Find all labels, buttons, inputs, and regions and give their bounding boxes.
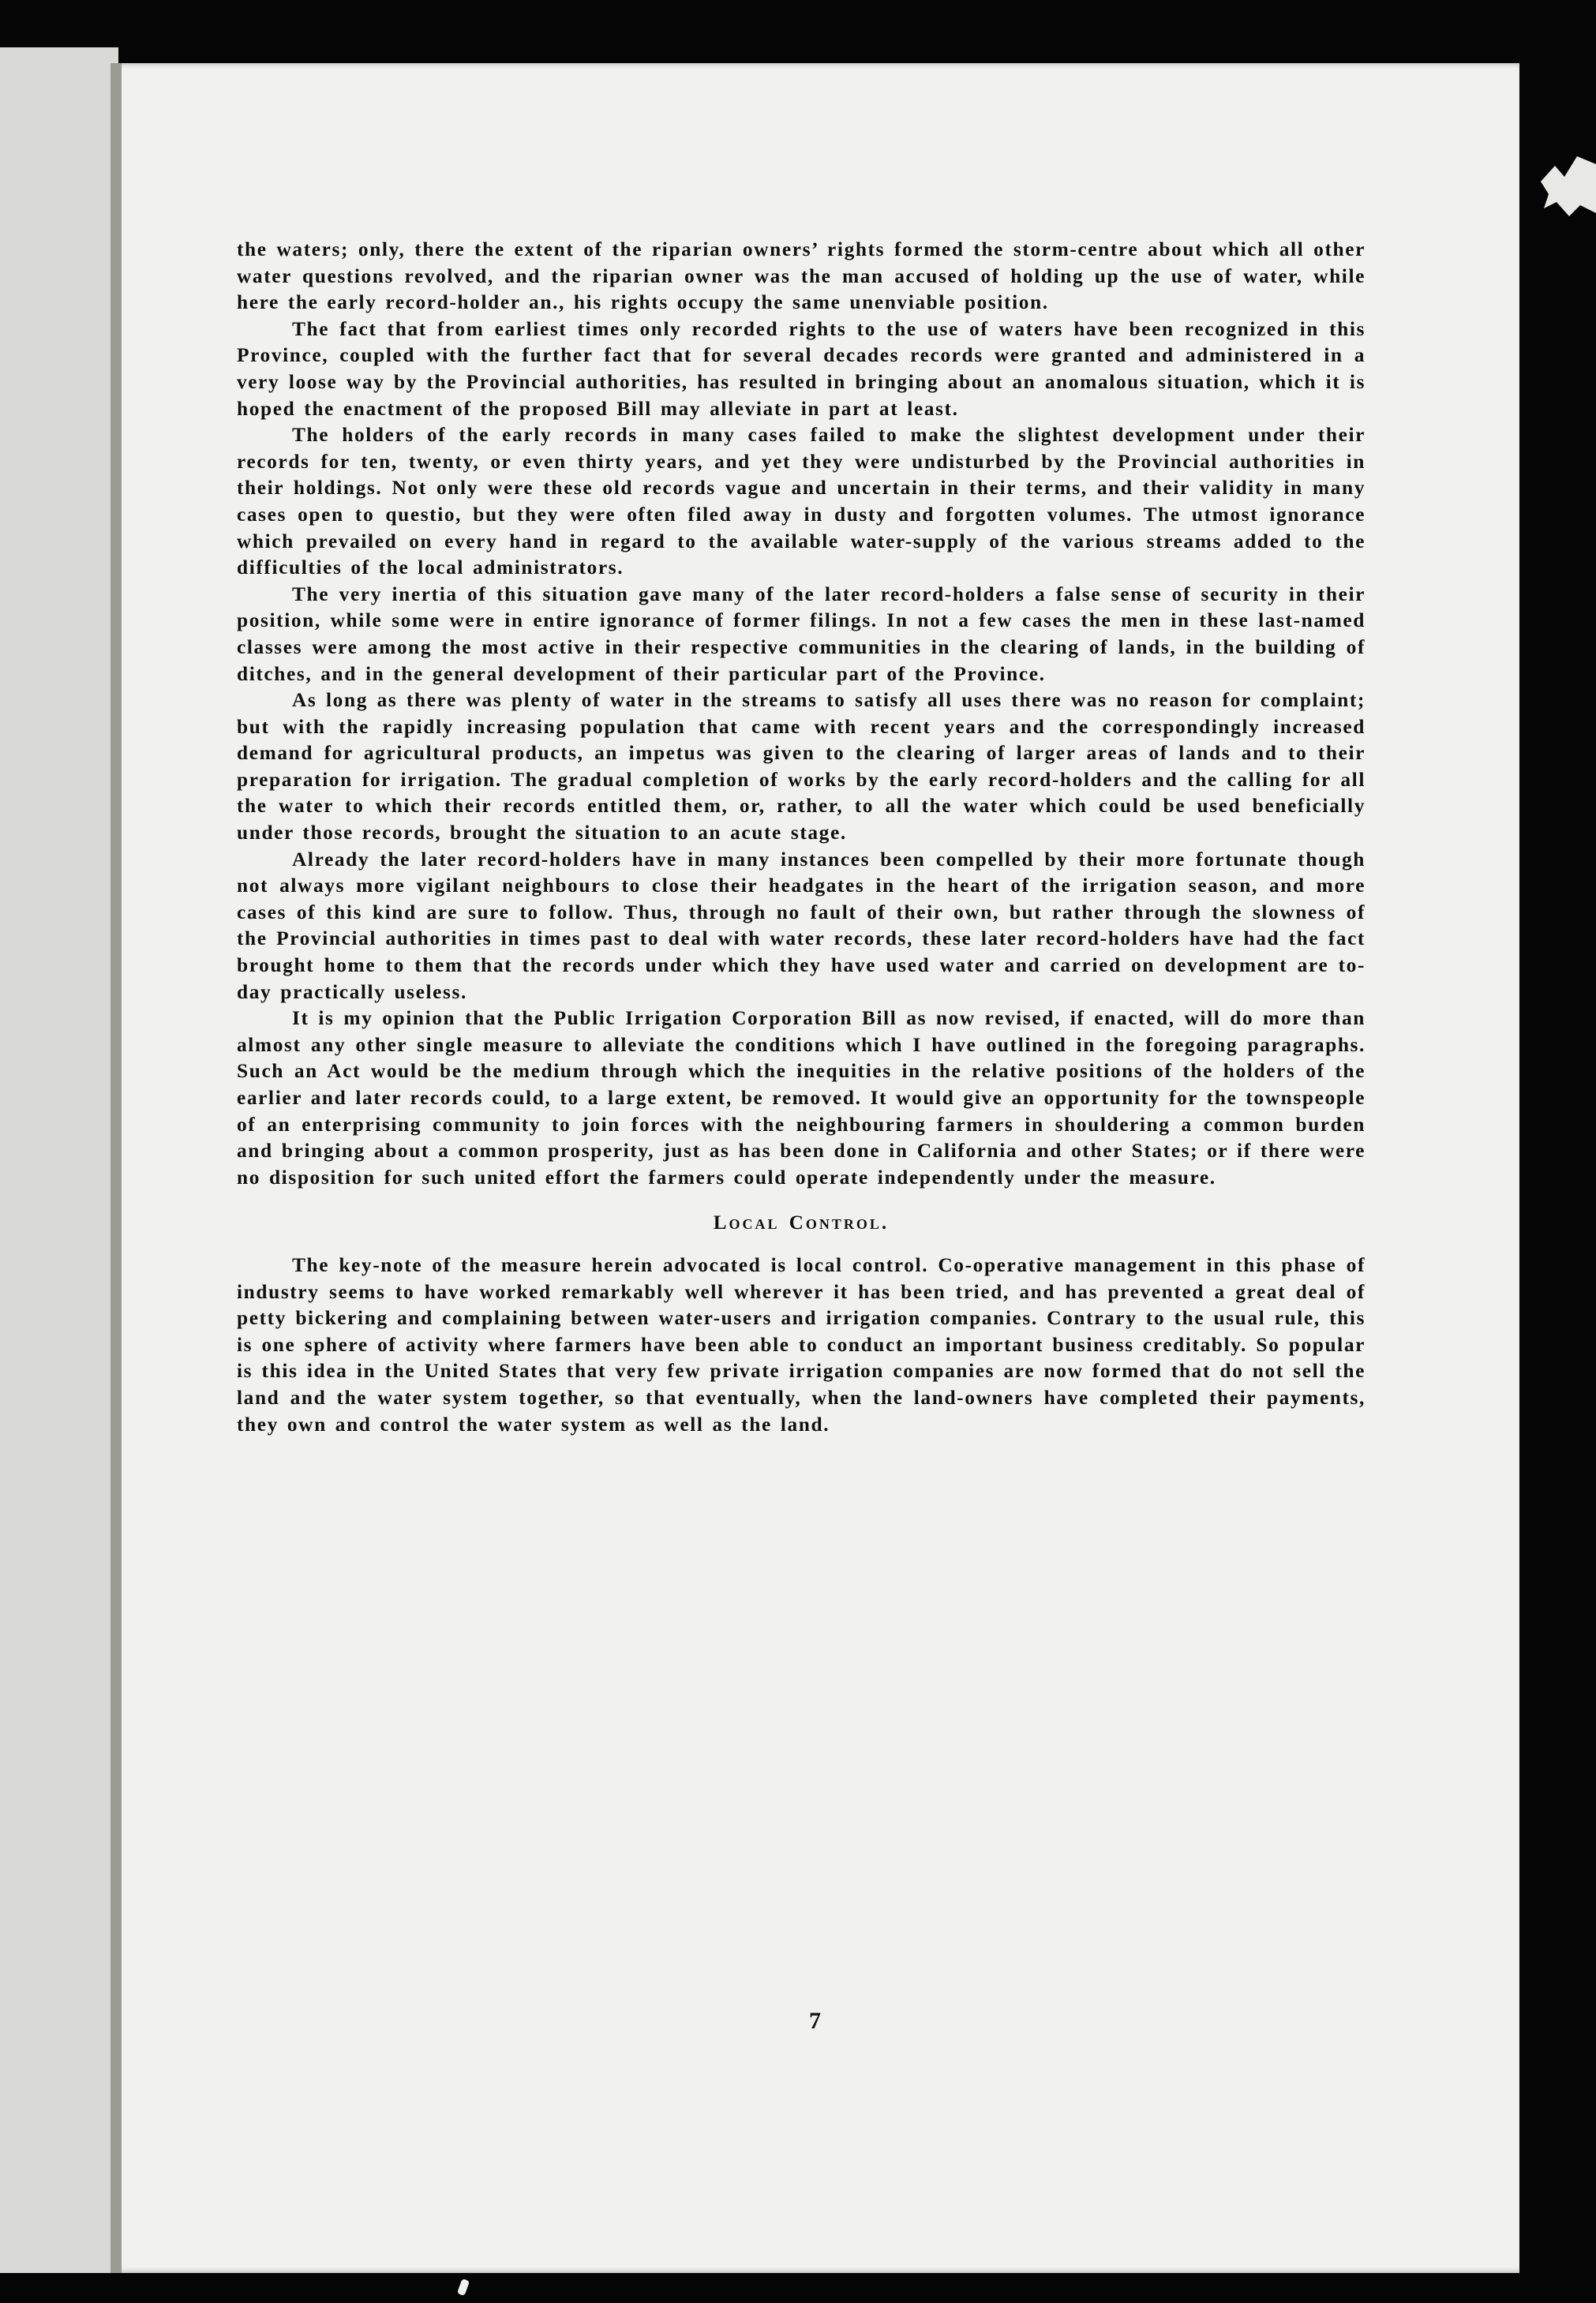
section-heading: Local Control. <box>713 1212 890 1234</box>
page-edge-tear-icon <box>1533 150 1596 221</box>
paragraph-5: As long as there was plenty of water in the streams to satisfy all uses there was no reason for complaint; but with the rapidly increasing population that came with recent years and the correspondingly increased demand for agricultural products, an impetus was given to the clearing of larger areas of lands and to their preparation for irrigation. The gradual completion of works by the early record-holders and the calling for all the water to which their records entitled them, or, rather, to all the water which could be used beneficially under those records, brought the situation to an acute stage. <box>237 689 1366 844</box>
paragraph-3: The holders of the early records in many cases failed to make the slightest development under their records for ten, twenty, or even thirty years, and yet they were undisturbed by the Provincial authorities in their holdings. Not only were these old records vague and uncertain in their terms, and their validity in many cases open to questio, but they were often filed away in dusty and forgotten volumes. The utmost ignorance which prevailed on every hand in regard to the available water-supply of the various streams added to the difficulties of the local administrators. <box>237 424 1366 579</box>
facing-page-edge <box>0 47 118 2273</box>
book-page <box>111 63 1519 2273</box>
page-gutter <box>111 63 122 2273</box>
section-paragraph-1: The key-note of the measure herein advocated is local control. Co-operative management in this phase of industry seems to have worked remarkably well wherever it has been tried, and has prevented a great deal of petty bickering and complaining between water-users and irrigation companies. Contrary to the usual rule, this is one sphere of activity where farmers have been able to conduct an important business creditably. So popular is this idea in the United States that very few private irrigation companies are now formed that do not sell the land and the water system together, so that eventually, when the land-owners have completed their payments, they own and control the water system as well as the land. <box>237 1253 1366 1436</box>
paragraph-1: the waters; only, there the extent of the riparian owners’ rights formed the storm-centre about which all other water questions revolved, and the riparian owner was the man accused of holding up the use of water, while here the early record-holder an., his rights occupy the same unenviable position. <box>237 238 1366 314</box>
paragraph-4: The very inertia of this situation gave many of the later record-holders a false sense of security in their position, while some were in entire ignorance of former filings. In not a few cases the men in these last-named classes were among the most active in their respective communities in the clearing of lands, in the building of ditches, and in the general development of their particular part of the Province. <box>237 582 1366 685</box>
paragraph-6: Already the later record-holders have in many instances been compelled by their more fortunate though not always more vigilant neighbours to close their headgates in the heart of the irrigation season, and more cases of this kind are sure to follow. Thus, through no fault of their own, but rather through the slowness of the Provincial authorities in times past to deal with water records, these later record-holders have had the fact brought home to them that the records under which they have used water and carried on development are to-day practically useless. <box>237 848 1366 1003</box>
scan-artifact <box>457 2279 470 2296</box>
body-text <box>237 237 1366 1438</box>
page-number: 7 <box>809 2008 821 2034</box>
paragraph-2: The fact that from earliest times only recorded rights to the use of waters have been recognized in this Province, coupled with the further fact that for several decades records were granted and administered in a very loose way by the Provincial authorities, has resulted in bringing about an anomalous situation, which it is hoped the enactment of the proposed Bill may alleviate in part at least. <box>237 317 1366 420</box>
paragraph-7: It is my opinion that the Public Irrigation Corporation Bill as now revised, if enacted, will do more than almost any other single measure to alleviate the conditions which I have outlined in the foregoing paragraphs. Such an Act would be the medium through which the inequities in the relative positions of the holders of the earlier and later records could, to a large extent, be removed. It would give an opportunity for the townspeople of an enterprising community to join forces with the neighbouring farmers in shouldering a common burden and bringing about a common prosperity, just as has been done in California and other States; or if there were no disposition for such united effort the farmers could operate independently under the measure. <box>237 1007 1366 1189</box>
